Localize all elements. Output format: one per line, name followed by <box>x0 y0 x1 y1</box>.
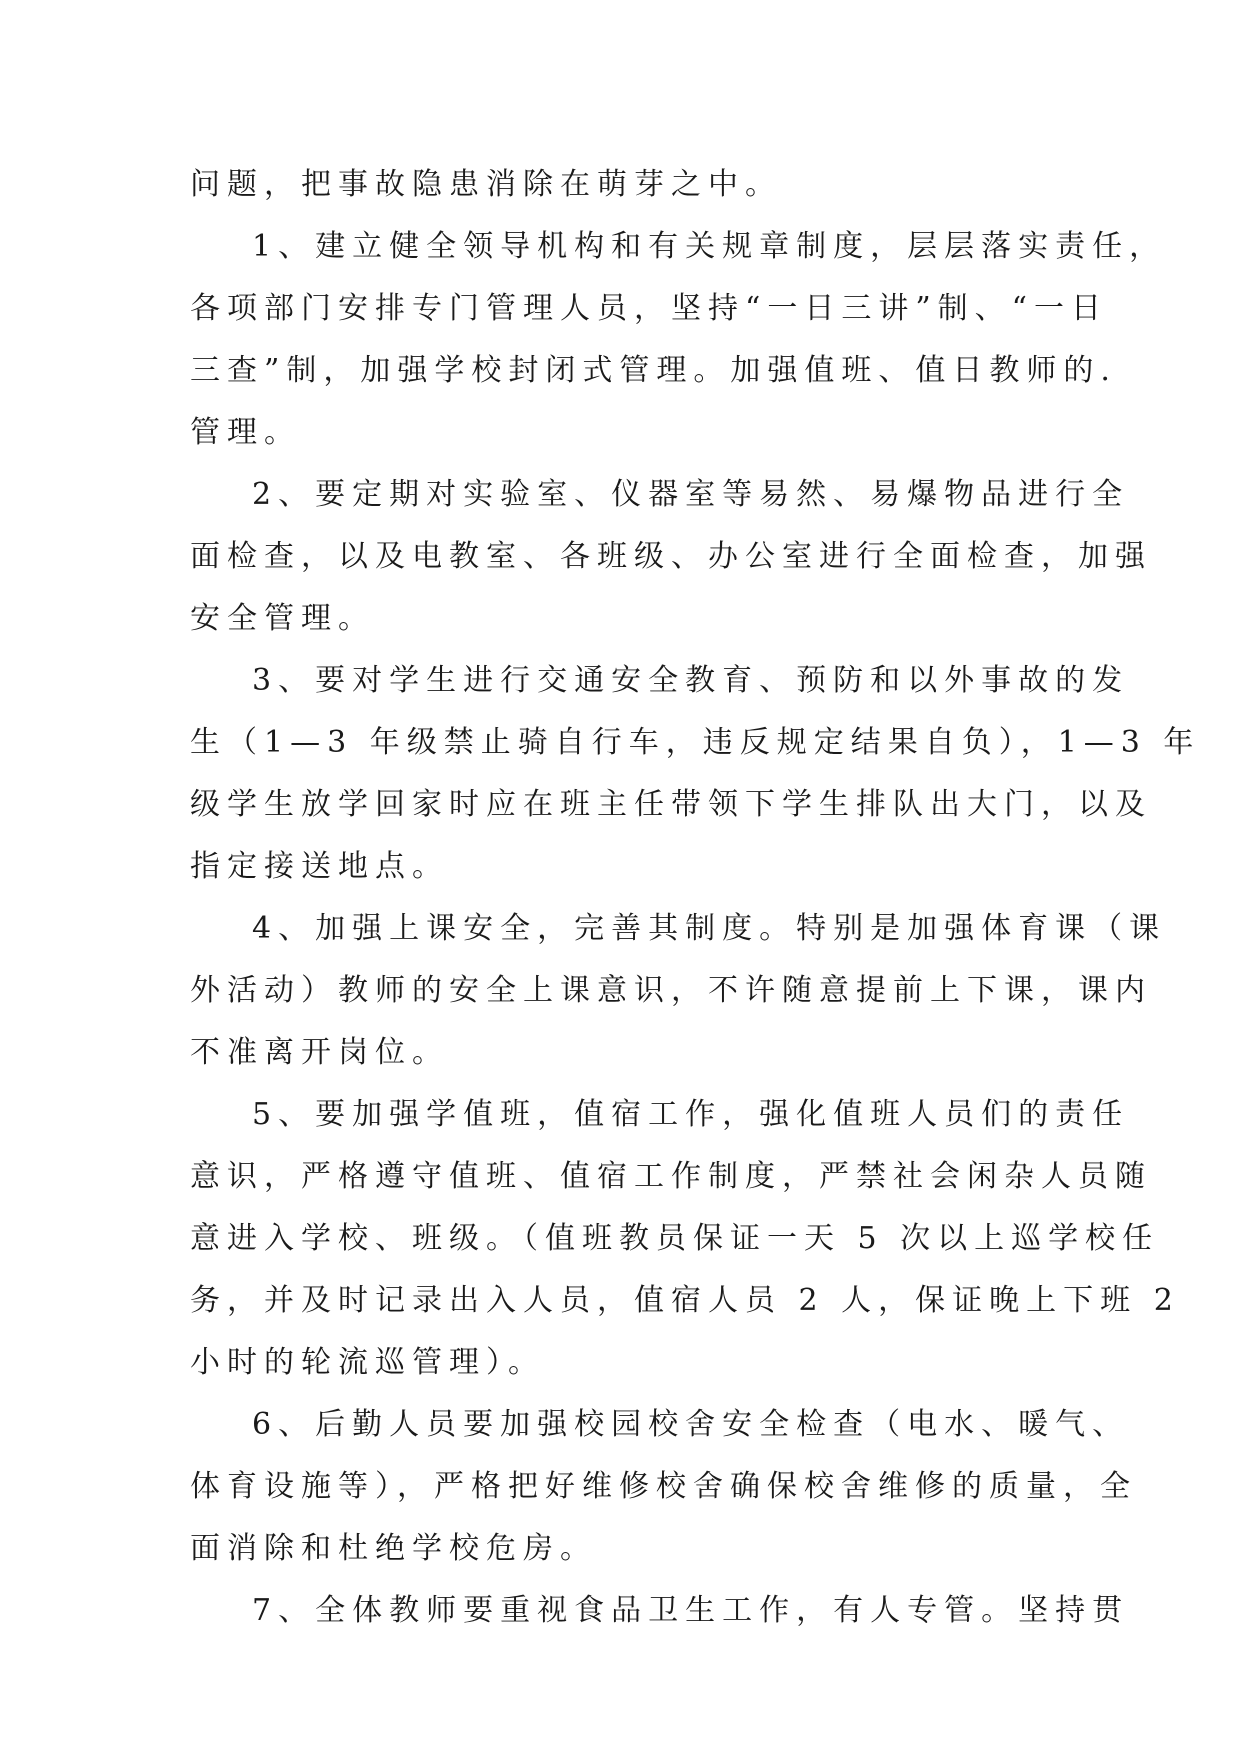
text-line: 指定接送地点。 <box>190 849 449 884</box>
paragraph-first-line: 5、要加强学值班，值宿工作，强化值班人员们的责任 <box>252 1097 1130 1132</box>
text-line: 意识，严格遵守值班、值宿工作制度，严禁社会闲杂人员随 <box>190 1159 1152 1194</box>
text-line: 问题，把事故隐患消除在萌芽之中。 <box>190 167 782 202</box>
text-line: 管理。 <box>190 415 301 450</box>
text-line: 三查”制，加强学校封闭式管理。加强值班、值日教师的. <box>190 353 1117 388</box>
text-line: 小时的轮流巡管理）。 <box>190 1345 545 1380</box>
text-line: 外活动）教师的安全上课意识，不许随意提前上下课，课内 <box>190 973 1152 1008</box>
paragraph-first-line: 3、要对学生进行交通安全教育、预防和以外事故的发 <box>252 663 1130 698</box>
text-line: 各项部门安排专门管理人员，坚持“一日三讲”制、“一日 <box>190 291 1109 326</box>
text-line: 体育设施等），严格把好维修校舍确保校舍维修的质量，全 <box>190 1469 1137 1504</box>
text-line: 面检查，以及电教室、各班级、办公室进行全面检查，加强 <box>190 539 1152 574</box>
text-line: 安全管理。 <box>190 601 375 636</box>
paragraph-first-line: 4、加强上课安全，完善其制度。特别是加强体育课（课 <box>252 911 1167 946</box>
document-body <box>190 154 1201 1642</box>
text-line: 级学生放学回家时应在班主任带领下学生排队出大门，以及 <box>190 787 1152 822</box>
paragraph-first-line: 2、要定期对实验室、仪器室等易然、易爆物品进行全 <box>252 477 1130 512</box>
text-line: 务，并及时记录出入人员，值宿人员 2 人，保证晚上下班 2 <box>190 1283 1180 1318</box>
paragraph-first-line: 7、全体教师要重视食品卫生工作，有人专管。坚持贯 <box>252 1593 1130 1628</box>
paragraph-first-line: 6、后勤人员要加强校园校舍安全检查（电水、暖气、 <box>252 1407 1130 1442</box>
text-line: 生（1—3 年级禁止骑自行车，违反规定结果自负），1—3 年 <box>190 725 1201 760</box>
text-line: 意进入学校、班级。（值班教员保证一天 5 次以上巡学校任 <box>190 1221 1160 1256</box>
text-line: 面消除和杜绝学校危房。 <box>190 1531 597 1566</box>
paragraph-first-line: 1、建立健全领导机构和有关规章制度，层层落实责任， <box>252 229 1167 264</box>
text-line: 不准离开岗位。 <box>190 1035 449 1070</box>
